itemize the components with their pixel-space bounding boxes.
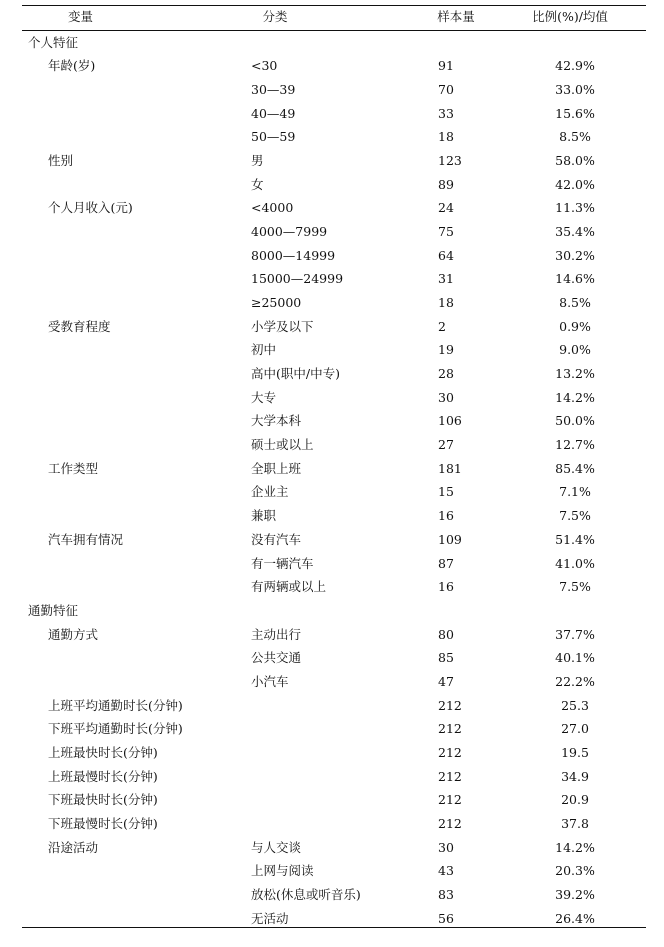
sample-size-cell: 16 [438,579,454,595]
sample-size-cell: 91 [438,58,454,74]
sample-size-cell: 27 [438,437,454,453]
ratio-cell: 7.5% [559,508,591,524]
sample-size-cell: 70 [438,81,454,97]
category-cell: 高中(职中/中专) [251,366,340,381]
sample-size-cell: 212 [438,768,462,784]
ratio-cell: 30.2% [555,247,595,263]
ratio-cell: 85.4% [555,460,595,476]
ratio-cell: 7.5% [559,579,591,595]
sample-size-cell: 212 [438,721,462,737]
table-bottom-rule [22,927,646,928]
sample-size-cell: 15 [438,484,454,500]
category-cell: 4000—7999 [251,223,328,239]
variable-cell: 通勤方式 [48,626,99,642]
ratio-cell: 25.3 [561,697,589,713]
ratio-cell: 9.0% [559,342,591,358]
category-cell: 兼职 [251,508,277,524]
ratio-cell: 14.2% [555,839,595,855]
category-cell: 没有汽车 [251,531,302,547]
category-cell: 公共交通 [251,650,302,666]
ratio-cell: 35.4% [555,223,595,239]
category-cell: <30 [251,58,278,74]
ratio-cell: 42.9% [555,58,595,74]
header-variable: 变量 [68,9,94,24]
category-cell: 小汽车 [251,673,289,689]
category-cell: 与人交谈 [251,839,302,855]
ratio-cell: 20.3% [555,863,595,879]
sample-size-cell: 106 [438,413,462,429]
category-cell: 女 [251,176,264,192]
category-cell: <4000 [251,200,294,216]
variable-cell: 性别 [48,152,74,168]
category-cell: 无活动 [251,910,289,926]
variable-cell: 下班平均通勤时长(分钟) [48,721,183,737]
sample-size-cell: 30 [438,389,454,405]
sample-size-cell: 18 [438,129,454,145]
ratio-cell: 8.5% [559,129,591,145]
variable-cell: 受教育程度 [48,318,111,334]
header-category: 分类 [262,9,288,24]
category-cell: 放松(休息或听音乐) [251,887,361,902]
sample-size-cell: 212 [438,697,462,713]
sample-size-cell: 212 [438,792,462,808]
sample-size-cell: 87 [438,555,454,571]
sample-size-cell: 75 [438,223,454,239]
table-top-rule [22,5,646,6]
ratio-cell: 8.5% [559,295,591,310]
header-sample-size: 样本量 [437,9,475,24]
category-cell: 大学本科 [251,413,302,429]
sample-size-cell: 212 [438,815,462,831]
ratio-cell: 12.7% [555,437,595,453]
category-cell: ≥25000 [251,295,302,310]
sample-size-cell: 19 [438,342,454,358]
ratio-cell: 22.2% [555,673,595,689]
ratio-cell: 7.1% [559,484,591,500]
category-cell: 大专 [251,389,277,405]
sample-size-cell: 30 [438,839,454,855]
variable-cell: 个人月收入(元) [48,200,133,216]
variable-cell: 下班最慢时长(分钟) [48,815,158,831]
section-label: 通勤特征 [28,602,79,618]
variable-cell: 上班最快时长(分钟) [48,744,158,760]
sample-size-cell: 83 [438,887,454,902]
category-cell: 有一辆汽车 [251,555,314,571]
category-cell: 企业主 [251,484,289,500]
variable-cell: 年龄(岁) [48,58,96,74]
ratio-cell: 19.5 [561,744,589,760]
ratio-cell: 14.6% [555,271,595,287]
sample-size-cell: 56 [438,910,454,926]
ratio-cell: 40.1% [555,650,595,666]
variable-cell: 汽车拥有情况 [48,531,124,547]
sample-size-cell: 16 [438,508,454,524]
ratio-cell: 13.2% [555,366,595,381]
header-ratio-mean: 比例(%)/均值 [532,9,608,24]
ratio-cell: 42.0% [555,176,595,192]
ratio-cell: 26.4% [555,910,595,926]
sample-size-cell: 28 [438,366,454,381]
ratio-cell: 15.6% [555,105,595,121]
category-cell: 15000—24999 [251,271,344,287]
ratio-cell: 50.0% [555,413,595,429]
ratio-cell: 41.0% [555,555,595,571]
ratio-cell: 14.2% [555,389,595,405]
ratio-cell: 20.9 [561,792,589,808]
sample-size-cell: 109 [438,531,462,547]
ratio-cell: 11.3% [555,200,595,216]
ratio-cell: 37.7% [555,626,595,642]
ratio-cell: 34.9 [561,768,589,784]
sample-size-cell: 85 [438,650,454,666]
category-cell: 40—49 [251,105,296,121]
category-cell: 8000—14999 [251,247,336,263]
sample-size-cell: 24 [438,200,454,216]
category-cell: 男 [251,152,264,168]
category-cell: 50—59 [251,129,296,145]
ratio-cell: 51.4% [555,531,595,547]
sample-size-cell: 31 [438,271,454,287]
ratio-cell: 0.9% [559,318,591,334]
category-cell: 全职上班 [251,460,302,476]
variable-cell: 沿途活动 [48,839,99,855]
ratio-cell: 37.8 [561,815,589,831]
sample-size-cell: 123 [438,152,462,168]
sample-size-cell: 43 [438,863,454,879]
sample-size-cell: 18 [438,295,454,310]
table-header-rule [22,30,646,31]
section-label: 个人特征 [28,34,79,50]
category-cell: 小学及以下 [251,318,314,334]
ratio-cell: 33.0% [555,81,595,97]
category-cell: 主动出行 [251,626,302,642]
sample-size-cell: 212 [438,744,462,760]
category-cell: 30—39 [251,81,296,97]
category-cell: 硕士或以上 [251,437,314,453]
ratio-cell: 39.2% [555,887,595,902]
variable-cell: 下班最快时长(分钟) [48,792,158,808]
sample-size-cell: 33 [438,105,454,121]
category-cell: 上网与阅读 [251,863,314,879]
variable-cell: 上班最慢时长(分钟) [48,768,158,784]
category-cell: 有两辆或以上 [251,579,327,595]
sample-size-cell: 80 [438,626,454,642]
sample-size-cell: 64 [438,247,454,263]
category-cell: 初中 [251,342,277,358]
ratio-cell: 58.0% [555,152,595,168]
sample-size-cell: 2 [438,318,446,334]
variable-cell: 上班平均通勤时长(分钟) [48,697,183,713]
variable-cell: 工作类型 [48,460,99,476]
sample-size-cell: 47 [438,673,454,689]
sample-size-cell: 89 [438,176,454,192]
ratio-cell: 27.0 [561,721,589,737]
sample-size-cell: 181 [438,460,462,476]
